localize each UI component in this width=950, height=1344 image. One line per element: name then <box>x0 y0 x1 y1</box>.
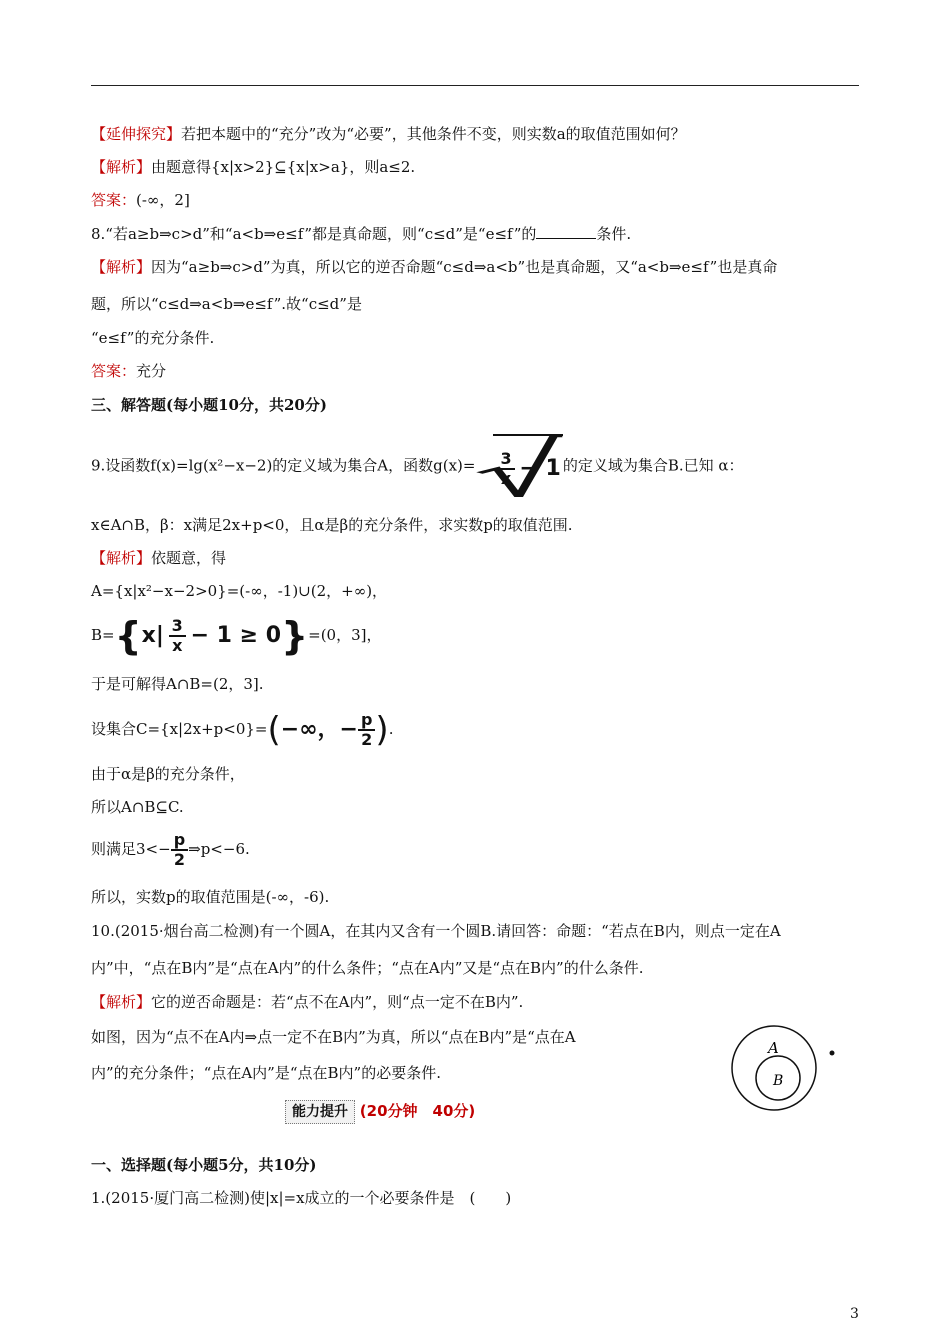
ability-badge: 能力提升 <box>285 1100 355 1124</box>
interval-start: −∞，− <box>280 717 358 742</box>
left-paren: ( <box>267 710 281 750</box>
fraction <box>169 617 186 655</box>
fraction <box>358 711 375 749</box>
denominator: x <box>500 469 512 488</box>
sufficient-condition-line: 由于α是β的充分条件， <box>91 765 245 783</box>
answer-text: 充分 <box>136 362 167 380</box>
set-b-prefix: B= <box>91 626 115 644</box>
numerator: p <box>358 711 375 731</box>
nested-circles-diagram <box>730 1020 850 1120</box>
inequality-prefix: 则满足3<− <box>91 840 171 858</box>
analysis-tag: 【解析】 <box>91 158 152 176</box>
inequality-tail: ⇒p<−6. <box>188 840 250 858</box>
outside-point <box>830 1051 835 1056</box>
analysis-1 <box>91 157 415 177</box>
denominator: x <box>172 636 183 655</box>
radical-sign-icon <box>475 434 562 499</box>
right-brace: } <box>281 614 309 658</box>
question-8 <box>91 224 631 244</box>
analysis-text: 由题意得{x|x>2}⊆{x|x>a}，则a≤2. <box>151 158 416 176</box>
extension-text: 若把本题中的“充分”改为“必要”，其他条件不变，则实数a的取值范围如何？ <box>181 125 686 143</box>
extension-question <box>91 124 686 144</box>
analysis-text: 它的逆否命题是：若“点不在A内”，则“点一定不在B内”. <box>151 993 524 1011</box>
answer-tag: 答案： <box>91 362 137 380</box>
question-9 <box>91 434 744 494</box>
analysis-tag: 【解析】 <box>91 993 152 1011</box>
inequality: − 1 ≥ 0 <box>190 623 282 648</box>
numerator: p <box>171 831 188 851</box>
analysis-text: 依题意，得 <box>151 549 227 567</box>
denominator: 2 <box>361 730 373 749</box>
minus-one: − 1 <box>519 456 561 481</box>
ability-heading <box>285 1100 475 1124</box>
question-10-line-2: 内”中，“点在B内”是“点在A内”的什么条件；“点在A内”又是“点在B内”的什么条件. <box>91 959 644 977</box>
analysis-10-line-3: 内”的充分条件；“点在A内”是“点在B内”的必要条件. <box>91 1064 441 1082</box>
right-paren: ) <box>375 710 389 750</box>
denominator: 2 <box>173 850 185 869</box>
extension-tag: 【延伸探究】 <box>91 125 182 143</box>
circle-b-label: B <box>773 1073 784 1089</box>
set-a-definition: A={x|x²−x−2>0}=(-∞，-1)∪(2，+∞)， <box>91 582 388 600</box>
analysis-10-line-2: 如图，因为“点不在A内⇒点一定不在B内”为真，所以“点在B内”是“点在A <box>91 1028 576 1046</box>
analysis-8 <box>91 257 777 277</box>
question-8-tail: 条件. <box>596 225 632 243</box>
set-c-tail: . <box>388 720 394 738</box>
question-1: 1.(2015·厦门高二检测)使|x|=x成立的一个必要条件是 ( ) <box>91 1189 512 1207</box>
question-8-text: 8.“若a≥b⇒c>d”和“a<b⇒e≤f”都是真命题，则“c≤d”是“e≤f”的 <box>91 225 537 243</box>
set-b-definition <box>91 610 382 660</box>
inequality-line <box>91 826 250 872</box>
circle-a-label: A <box>768 1039 779 1057</box>
analysis-8-line-2: 题，所以“c≤d⇒a<b⇒e≤f”.故“c≤d”是 <box>91 295 362 313</box>
subset-line: 所以A∩B⊆C. <box>91 798 184 816</box>
fraction <box>171 831 188 869</box>
question-10: 10.(2015·烟台高二检测)有一个圆A，在其内又含有一个圆B.请回答：命题：“若点在B内，则点一定在A <box>91 922 781 940</box>
analysis-tag: 【解析】 <box>91 258 152 276</box>
answer-tag: 答案： <box>91 191 137 209</box>
section-heading-3: 三、解答题(每小题10分，共20分) <box>91 396 327 414</box>
page-number: 3 <box>850 1306 859 1322</box>
time-score: (20分钟 40分) <box>359 1102 476 1120</box>
analysis-text: 因为“a≥b⇒c>d”为真，所以它的逆否命题“c≤d⇒a<b”也是真命题，又“a<b⇒e≤f”也是真命 <box>151 258 778 276</box>
section-heading-1: 一、选择题(每小题5分，共10分) <box>91 1156 317 1174</box>
analysis-9 <box>91 548 226 568</box>
answer-1 <box>91 190 190 210</box>
left-brace: { <box>114 614 142 658</box>
header-rule <box>91 85 859 86</box>
numerator: 3 <box>169 617 186 637</box>
intersection-result: 于是可解得A∩B=(2，3]. <box>91 675 264 693</box>
question-9-tail: 的定义域为集合B.已知 α： <box>562 456 744 475</box>
set-c-prefix: 设集合C={x|2x+p<0}= <box>91 720 268 738</box>
question-9-line-2: x∈A∩B，β：x满足2x+p<0，且α是β的充分条件，求实数p的取值范围. <box>91 516 573 534</box>
analysis-tag: 【解析】 <box>91 549 152 567</box>
analysis-10 <box>91 992 523 1012</box>
range-result: 所以，实数p的取值范围是(-∞，-6). <box>91 888 330 906</box>
question-9-text: 9.设函数f(x)=lg(x²−x−2)的定义域为集合A，函数g(x)= <box>91 456 476 475</box>
set-variable: x| <box>141 623 164 648</box>
answer-text: (-∞，2] <box>136 191 190 209</box>
answer-8 <box>91 361 166 381</box>
set-c-definition <box>91 704 393 754</box>
set-b-value: =(0，3]， <box>308 626 382 644</box>
numerator: 3 <box>497 450 514 470</box>
sqrt-expression <box>475 434 562 499</box>
answer-blank <box>536 224 596 239</box>
analysis-8-line-3: “e≤f”的充分条件. <box>91 329 215 347</box>
